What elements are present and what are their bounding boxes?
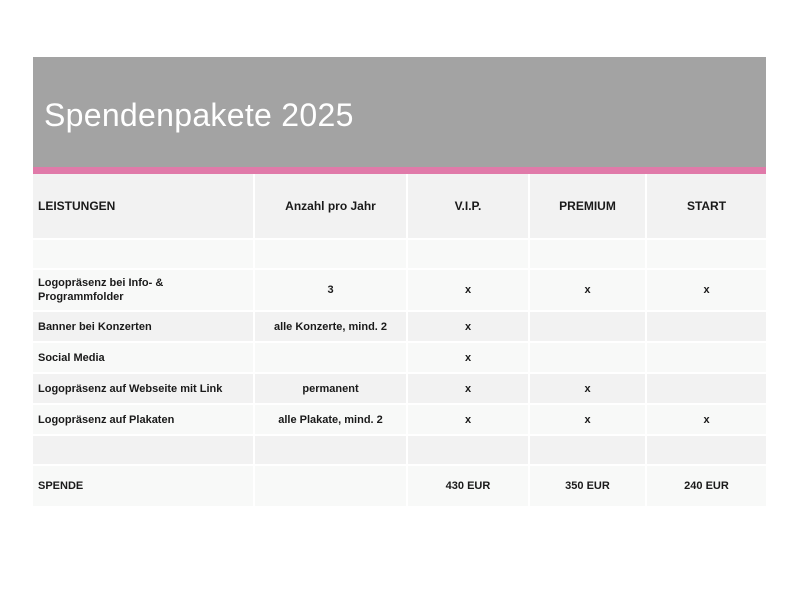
total-anzahl-cell <box>255 466 408 508</box>
header-anzahl: Anzahl pro Jahr <box>255 174 408 240</box>
start-cell: x <box>647 405 766 436</box>
empty-cell <box>647 436 766 466</box>
total-premium-price: 350 EUR <box>530 466 647 508</box>
table-header-row <box>33 174 766 240</box>
leistung-cell: Logopräsenz auf Webseite mit Link <box>33 374 255 405</box>
leistung-cell: Social Media <box>33 343 255 374</box>
header-vip: V.I.P. <box>408 174 530 240</box>
premium-cell: x <box>530 405 647 436</box>
total-start-price: 240 EUR <box>647 466 766 508</box>
start-cell <box>647 343 766 374</box>
premium-cell: x <box>530 270 647 312</box>
anzahl-cell: alle Plakate, mind. 2 <box>255 405 408 436</box>
page-title: Spendenpakete 2025 <box>44 97 354 133</box>
table-row <box>33 312 766 343</box>
anzahl-cell: 3 <box>255 270 408 312</box>
header-premium: PREMIUM <box>530 174 647 240</box>
title-bar <box>33 57 766 167</box>
header-leistungen: LEISTUNGEN <box>33 174 255 240</box>
empty-cell <box>255 240 408 270</box>
spacer-row <box>33 240 766 270</box>
vip-cell: x <box>408 270 530 312</box>
total-row <box>33 466 766 508</box>
start-cell <box>647 312 766 343</box>
vip-cell: x <box>408 374 530 405</box>
vip-cell: x <box>408 343 530 374</box>
table-row <box>33 374 766 405</box>
vip-cell: x <box>408 405 530 436</box>
empty-cell <box>408 240 530 270</box>
premium-cell <box>530 312 647 343</box>
table-row <box>33 270 766 312</box>
spacer-row <box>33 436 766 466</box>
leistung-cell: Logopräsenz bei Info- & Programmfolder <box>33 270 255 312</box>
total-vip-price: 430 EUR <box>408 466 530 508</box>
premium-cell <box>530 343 647 374</box>
empty-cell <box>408 436 530 466</box>
vip-cell: x <box>408 312 530 343</box>
start-cell: x <box>647 270 766 312</box>
empty-cell <box>33 436 255 466</box>
table-row <box>33 343 766 374</box>
total-label: SPENDE <box>33 466 255 508</box>
start-cell <box>647 374 766 405</box>
anzahl-cell: permanent <box>255 374 408 405</box>
leistung-cell: Logopräsenz auf Plakaten <box>33 405 255 436</box>
empty-cell <box>647 240 766 270</box>
empty-cell <box>33 240 255 270</box>
leistung-cell: Banner bei Konzerten <box>33 312 255 343</box>
premium-cell: x <box>530 374 647 405</box>
empty-cell <box>530 436 647 466</box>
donation-packages-table <box>33 174 766 508</box>
header-start: START <box>647 174 766 240</box>
table-row <box>33 405 766 436</box>
anzahl-cell <box>255 343 408 374</box>
empty-cell <box>255 436 408 466</box>
accent-divider <box>33 167 766 174</box>
empty-cell <box>530 240 647 270</box>
anzahl-cell: alle Konzerte, mind. 2 <box>255 312 408 343</box>
